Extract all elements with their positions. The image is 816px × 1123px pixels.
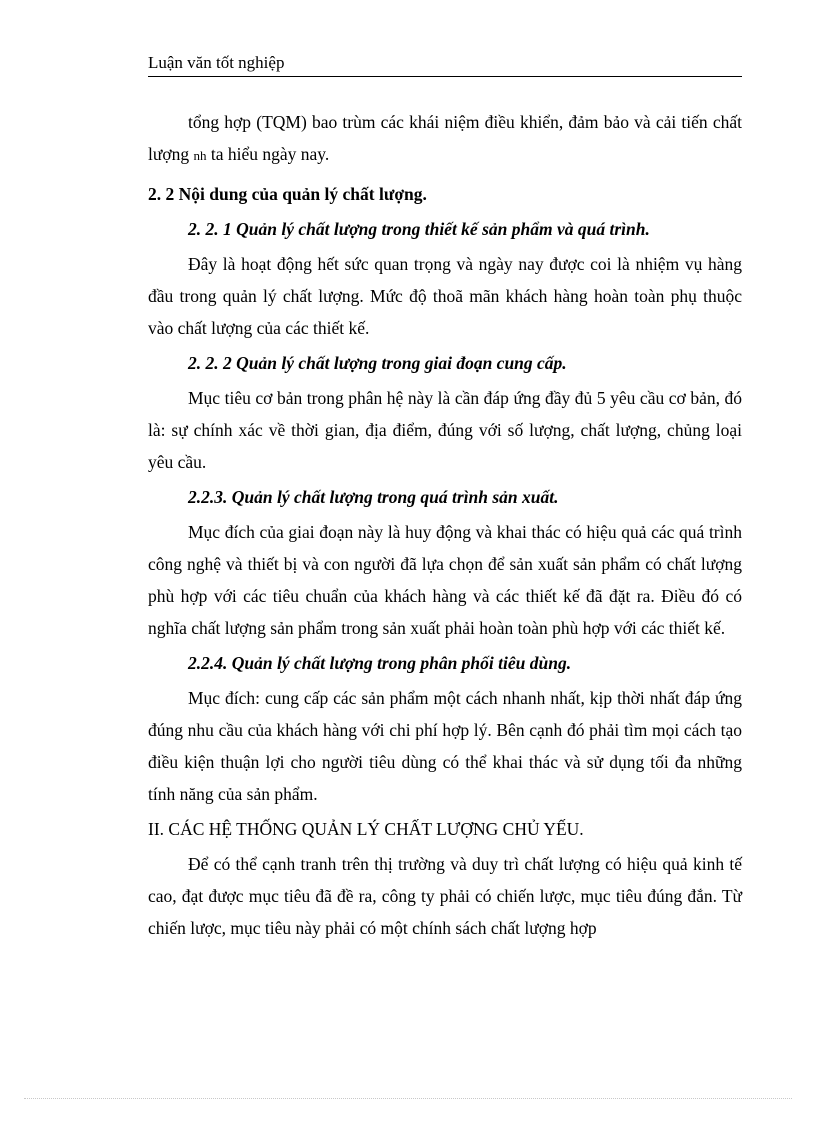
subsection-heading-2-2-4: 2.2.4. Quản lý chất lượng trong phân phối tiêu dùng. xyxy=(188,653,572,673)
paragraph-2-2-3: Mục đích của giai đoạn này là huy động và khai thác có hiệu quả các quá trình công nghệ và thiết bị và con người đã lựa chọn để sản xuất sản phẩm có chất lượng phù hợp với các tiêu chuẩn của khách hàng và các thiết kế đã đặt ra. Điều đó có nghĩa chất lượng sản phẩm trong sản xuất phải hoàn toàn phù hợp với các thiết kế. xyxy=(148,522,742,638)
paragraph-2-2-1: Đây là hoạt động hết sức quan trọng và ngày nay được coi là nhiệm vụ hàng đầu trong quản lý chất lượng. Mức độ thoã mãn khách hàng hoàn toàn phụ thuộc vào chất lượng của các thiết kế. xyxy=(148,254,742,338)
paragraph-text: tổng hợp (TQM) bao trùm các khái niệm điều khiển, đảm bảo và cải tiến chất lượng xyxy=(148,112,742,164)
paragraph-text-end: ta hiểu ngày nay. xyxy=(206,144,330,164)
subsection-heading-2-2-2: 2. 2. 2 Quản lý chất lượng trong giai đoạn cung cấp. xyxy=(188,353,567,373)
header-title: Luận văn tốt nghiệp xyxy=(148,53,285,72)
paragraph-tqm xyxy=(148,106,742,172)
paragraph-2-2-4: Mục đích: cung cấp các sản phẩm một cách nhanh nhất, kịp thời nhất đáp ứng đúng nhu cầu của khách hàng với chi phí hợp lý. Bên cạnh đó phải tìm mọi cách tạo điều kiện thuận lợi cho người tiêu dùng có thể khai thác và sử dụng tối đa những tính năng của sản phẩm. xyxy=(148,688,742,804)
subscript-fragment: nh xyxy=(193,148,207,163)
section-heading-2-2: 2. 2 Nội dung của quản lý chất lượng. xyxy=(148,184,427,204)
paragraph-II: Để có thể cạnh tranh trên thị trường và duy trì chất lượng có hiệu quả kinh tế cao, đạt được mục tiêu đã đề ra, công ty phải có chiến lược, mục tiêu đúng đắn. Từ chiến lược, mục tiêu này phải có một chính sách chất lượng hợp xyxy=(148,854,742,938)
subsection-heading-2-2-1: 2. 2. 1 Quản lý chất lượng trong thiết kế sản phẩm và quá trình. xyxy=(188,219,650,239)
subsection-heading-2-2-3: 2.2.3. Quản lý chất lượng trong quá trình sản xuất. xyxy=(188,487,559,507)
page-header xyxy=(148,52,742,77)
paragraph-2-2-2: Mục tiêu cơ bản trong phân hệ này là cần đáp ứng đầy đủ 5 yêu cầu cơ bản, đó là: sự chính xác về thời gian, địa điểm, đúng với số lượng, chất lượng, chủng loại yêu cầu. xyxy=(148,388,742,472)
page-bottom-divider xyxy=(24,1098,792,1099)
chapter-heading-II: II. CÁC HỆ THỐNG QUẢN LÝ CHẤT LƯỢNG CHỦ YẾU. xyxy=(148,819,584,839)
document-body xyxy=(148,106,742,947)
